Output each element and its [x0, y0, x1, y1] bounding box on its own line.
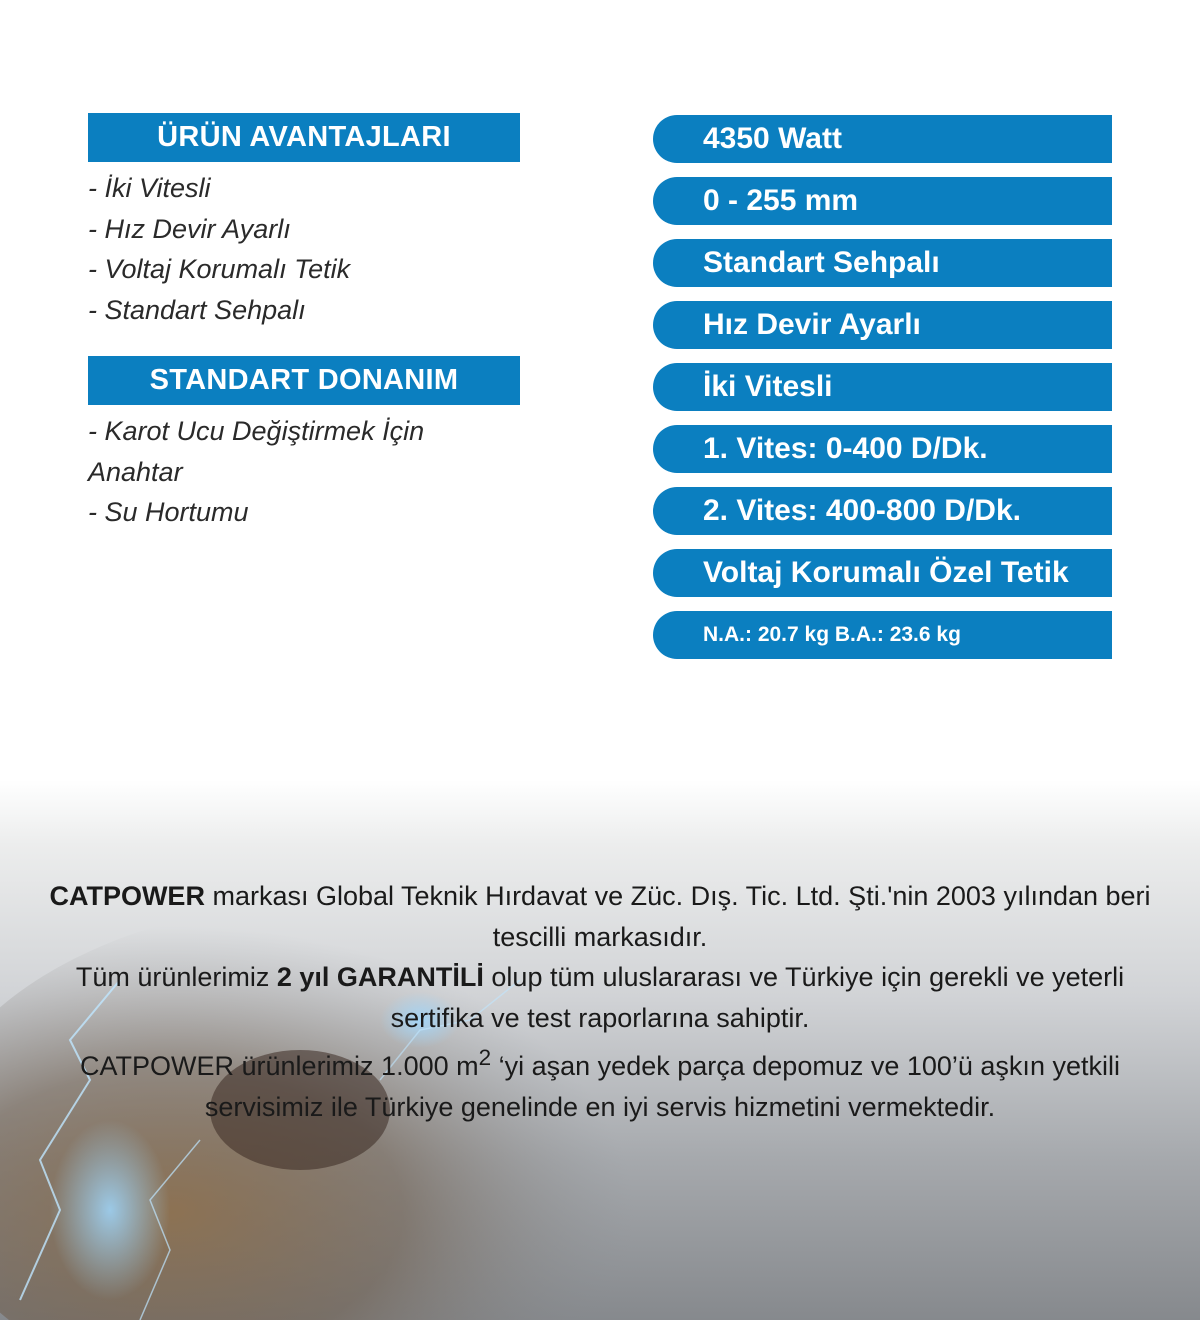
spec-speed-control: Hız Devir Ayarlı: [653, 301, 1112, 349]
spec-list: [653, 115, 1112, 659]
advantages-header: ÜRÜN AVANTAJLARI: [88, 113, 520, 162]
list-item: - Su Hortumu: [88, 497, 249, 527]
warranty-text: 2 yıl GARANTİLİ: [276, 962, 484, 992]
advantages-list: [88, 162, 520, 330]
list-item: - Karot Ucu Değiştirmek İçin Anahtar: [88, 416, 425, 487]
spec-gear-2: 2. Vites: 400-800 D/Dk.: [653, 487, 1112, 535]
list-item: - Hız Devir Ayarlı: [88, 213, 291, 244]
spec-stand: Standart Sehpalı: [653, 239, 1112, 287]
spec-diameter: 0 - 255 mm: [653, 177, 1112, 225]
about-paragraph-2: Tüm ürünlerimiz 2 yıl GARANTİLİ olup tüm uluslararası ve Türkiye için gerekli ve yeterli sertifika ve test raporlarına sahiptir.: [75, 962, 1125, 1033]
equipment-list: [88, 405, 520, 533]
list-item: - İki Vitesli: [88, 173, 211, 203]
left-column: [88, 113, 520, 533]
list-item: - Standart Sehpalı: [88, 294, 306, 325]
spec-two-gears: İki Vitesli: [653, 363, 1112, 411]
spec-gear-1: 1. Vites: 0-400 D/Dk.: [653, 425, 1112, 473]
about-paragraph-1: CATPOWER markası Global Teknik Hırdavat ve Züc. Dış. Tic. Ltd. Şti.'nin 2003 yılından beri tescilli markasıdır.: [49, 881, 1151, 952]
spec-power: 4350 Watt: [653, 115, 1112, 163]
equipment-header: STANDART DONANIM: [88, 356, 520, 405]
brand-name: CATPOWER: [49, 881, 205, 911]
list-item: - Voltaj Korumalı Tetik: [88, 254, 351, 284]
about-paragraph-3: CATPOWER ürünlerimiz 1.000 $m^2$ ‘yi aşan yedek parça depomuz ve 100’ü aşkın yetkili servisimiz ile Türkiye genelinde en iyi servis hizmetini vermektedir.: [80, 1045, 1120, 1122]
about-text: [40, 876, 1160, 1127]
spec-trigger: Voltaj Korumalı Özel Tetik: [653, 549, 1112, 597]
spec-weight: N.A.: 20.7 kg B.A.: 23.6 kg: [653, 611, 1112, 659]
